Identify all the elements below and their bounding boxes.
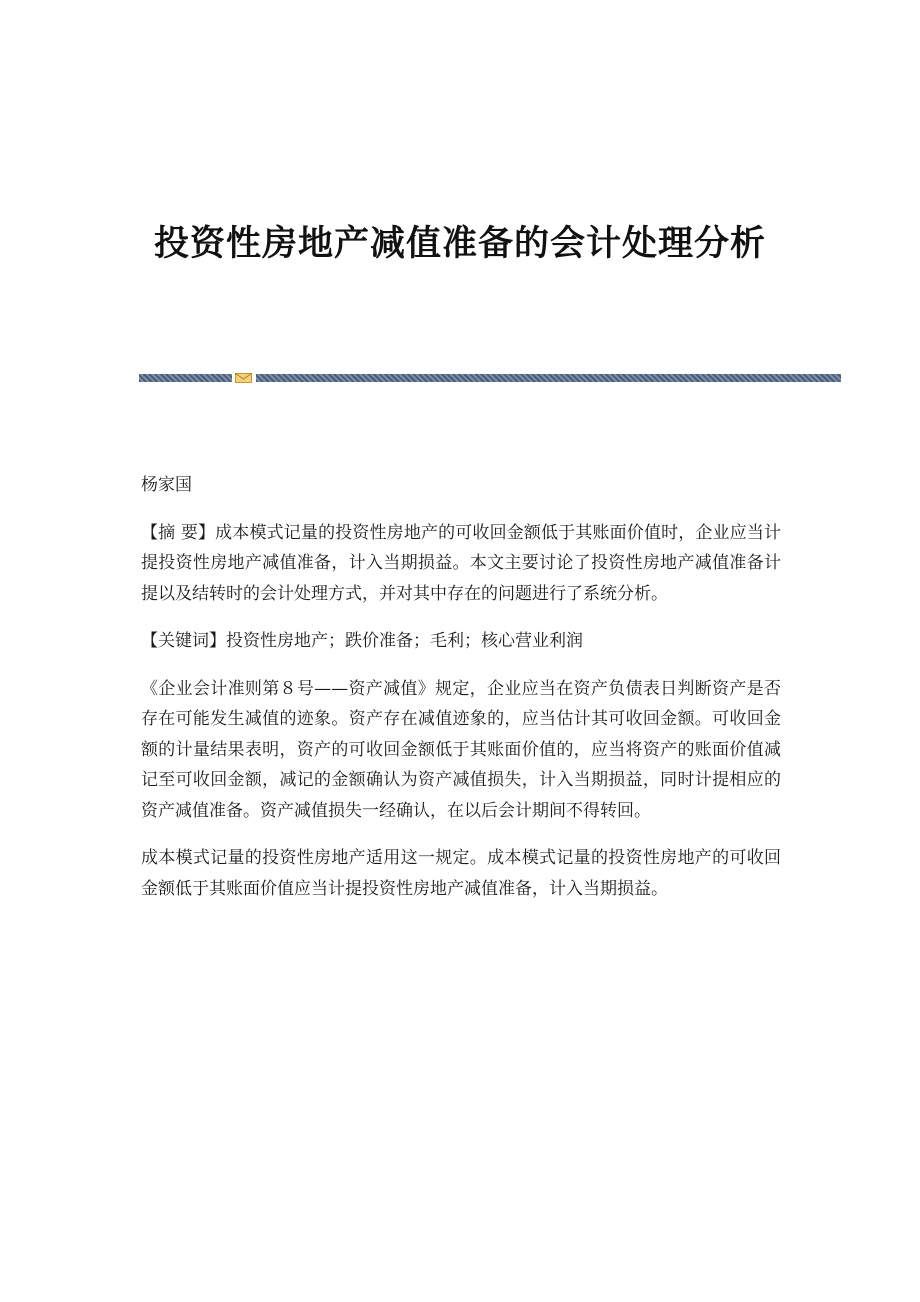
abstract-paragraph: 【摘 要】成本模式记量的投资性房地产的可收回金额低于其账面价值时，企业应当计提投资性房地产减值准备，计入当期损益。本文主要讨论了投资性房地产减值准备计提以及结转时的会计处理方式，并对其中存在的问题进行了系统分析。 [141, 522, 781, 604]
title-divider [139, 374, 841, 384]
author-name: 杨家国 [141, 475, 192, 495]
body-paragraph-1: 《企业会计准则第８号——资产减值》规定，企业应当在资产负债表日判断资产是否存在可能发生减值的迹象。资产存在减值迹象的，应当估计其可收回金额。可收回金额的计量结果表明，资产的可收回金额低于其账面价值的，应当将资产的账面价值减记至可收回金额，减记的金额确认为资产减值损失，计入当期损益，同时计提相应的资产减值准备。资产减值损失一经确认，在以后会计期间不得转回。 [141, 678, 781, 821]
body-paragraph-2: 成本模式记量的投资性房地产适用这一规定。成本模式记量的投资性房地产的可收回金额低于其账面价值应当计提投资性房地产减值准备，计入当期损益。 [141, 848, 781, 899]
keywords-paragraph: 【关键词】投资性房地产；跌价准备；毛利；核心营业利润 [141, 631, 583, 651]
divider-bar-left [139, 374, 232, 382]
envelope-ornament-icon [235, 373, 252, 383]
document-body [141, 470, 781, 921]
document-title: 投资性房地产减值准备的会计处理分析 [153, 223, 766, 264]
divider-bar-right [256, 374, 841, 382]
